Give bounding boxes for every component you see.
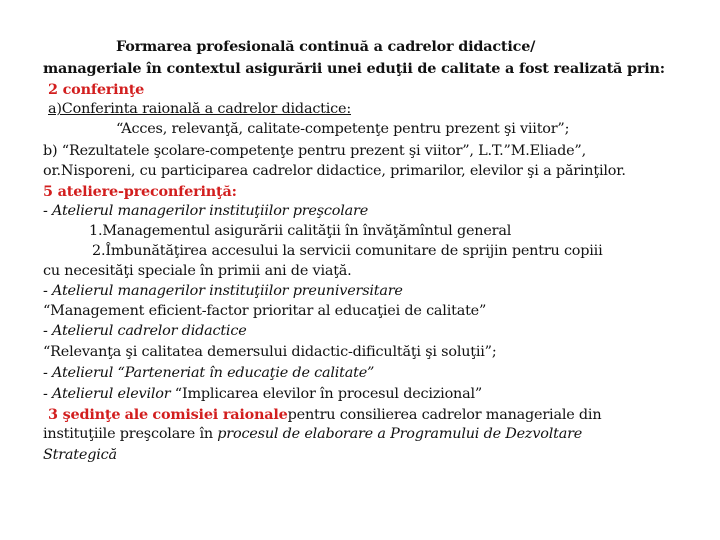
atelier-1-point-2: 2.Îmbunătăţirea accesului la servicii comunitare de sprijin pentru copiii	[92, 243, 603, 259]
title-line-2-part-d: de calitate a fost realizată prin:	[417, 60, 665, 77]
heading-conferinte: 2 conferinţe	[48, 81, 145, 98]
final-line-1-b: procesul de elaborare a Programului de Dezvoltare	[217, 426, 583, 442]
atelier-3: - Atelierul cadrelor didactice	[43, 323, 247, 339]
sedinte-ale: ale	[124, 406, 149, 423]
final-line-1	[43, 425, 582, 444]
atelier-5-title: “Implicarea elevilor în procesul decizional”	[170, 386, 483, 402]
atelier-2: - Atelierul managerilor instituţiilor preuniversitare	[43, 283, 403, 299]
item-b: b) “Rezultatele şcolare-competenţe pentru prezent şi viitor”, L.T.”M.Eliade”,	[43, 143, 586, 159]
item-b-cont: or.Nisporeni, cu participarea cadrelor didactice, primarilor, elevilor şi a părinţilor.	[43, 163, 626, 179]
sedinte-comisie: comisiei raionale	[152, 406, 288, 423]
atelier-1-point-1: 1.Managementul asigurării calităţii în învăţămîntul general	[89, 223, 512, 239]
title-line-2-part-a: manageriale în contextul asigurării unei edu	[43, 60, 396, 77]
atelier-5-prefix: - Atelierul elevilor	[43, 386, 171, 402]
atelier-1-point-2-cont: cu necesităţi speciale în primii ani de viaţă.	[43, 263, 352, 279]
item-a-text: a)Conferinta raională a cadrelor didactice:	[48, 101, 351, 117]
atelier-2-title: “Management eficient-factor prioritar al educaţiei de calitate”	[43, 303, 487, 319]
sedinte-line	[48, 405, 601, 425]
sedinte-count: 3 şedinţe	[48, 406, 121, 423]
sedinte-purpose: pentru consilierea cadrelor manageriale din	[287, 407, 602, 423]
atelier-3-title: “Relevanţa şi calitatea demersului didactic-dificultăţi şi soluţii”;	[43, 344, 497, 360]
item-a-cont: “Acces, relevanţă, calitate-competenţe pentru prezent şi viitor”;	[116, 121, 570, 137]
title-line-1: Formarea profesională continuă a cadrelor didactice/	[116, 38, 536, 55]
item-a	[48, 100, 351, 119]
atelier-1: - Atelierul managerilor instituţiilor preşcolare	[43, 203, 369, 219]
atelier-4: - Atelierul “Parteneriat în educaţie de calitate”	[43, 365, 375, 381]
atelier-5	[43, 385, 482, 404]
final-line-2: Strategică	[43, 447, 117, 463]
title-line-2	[43, 59, 665, 78]
title-line-2-part-c: ii	[402, 60, 413, 77]
final-line-1-a: instituţiile preşcolare în	[43, 426, 218, 442]
heading-ateliere: 5 ateliere-preconferinţă:	[43, 183, 237, 200]
title-line-2-part-b: ţ	[395, 60, 403, 77]
